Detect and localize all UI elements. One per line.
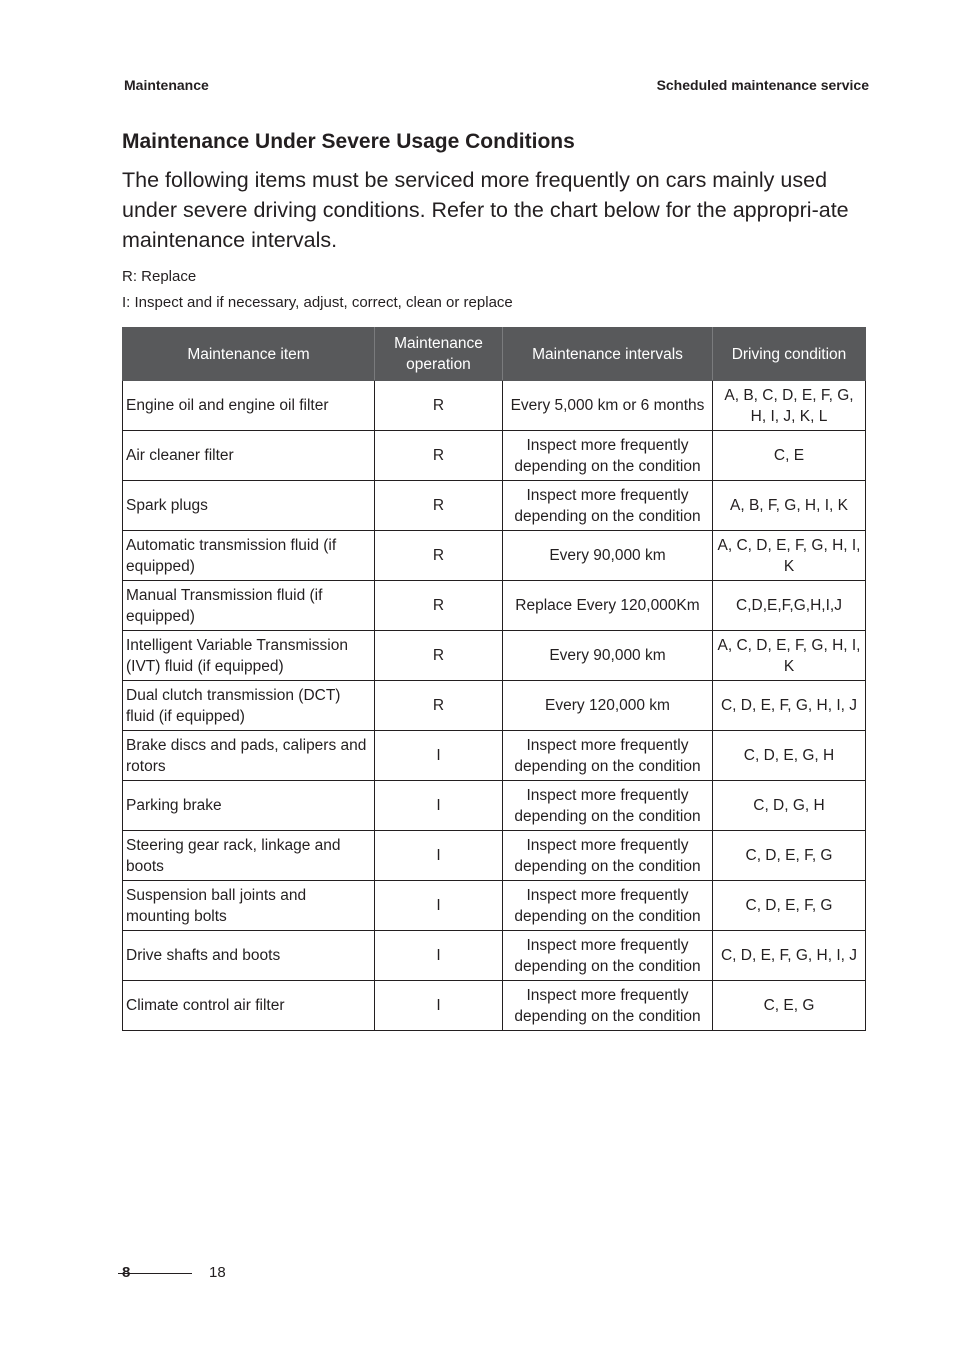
cell-interval: Inspect more frequently depending on the condition xyxy=(503,731,713,781)
table-row xyxy=(123,981,866,1031)
cell-item: Engine oil and engine oil filter xyxy=(123,381,375,431)
cell-item: Intelligent Variable Transmission (IVT) fluid (if equipped) xyxy=(123,631,375,681)
legend-replace: R: Replace xyxy=(122,268,197,285)
cell-condition: C, D, E, F, G, H, I, J xyxy=(713,931,866,981)
cell-item: Automatic transmission fluid (if equipped) xyxy=(123,531,375,581)
cell-operation: R xyxy=(375,681,503,731)
cell-item: Drive shafts and boots xyxy=(123,931,375,981)
cell-operation: I xyxy=(375,881,503,931)
cell-condition: C, D, E, F, G xyxy=(713,831,866,881)
table-header-row xyxy=(123,328,866,381)
table-row xyxy=(123,931,866,981)
table-row xyxy=(123,381,866,431)
cell-condition: A, C, D, E, F, G, H, I, K xyxy=(713,631,866,681)
cell-operation: I xyxy=(375,931,503,981)
cell-interval: Inspect more frequently depending on the condition xyxy=(503,981,713,1031)
cell-interval: Every 90,000 km xyxy=(503,631,713,681)
cell-operation: R xyxy=(375,381,503,431)
header-maintenance-item: Maintenance item xyxy=(123,328,375,381)
page-title: Maintenance Under Severe Usage Conditions xyxy=(122,130,575,153)
cell-condition: C, D, E, F, G, H, I, J xyxy=(713,681,866,731)
cell-item: Brake discs and pads, calipers and rotors xyxy=(123,731,375,781)
table-row xyxy=(123,531,866,581)
header-maintenance-intervals: Maintenance intervals xyxy=(503,328,713,381)
cell-operation: I xyxy=(375,981,503,1031)
cell-item: Steering gear rack, linkage and boots xyxy=(123,831,375,881)
table-row xyxy=(123,881,866,931)
table-row xyxy=(123,481,866,531)
cell-interval: Every 120,000 km xyxy=(503,681,713,731)
cell-item: Climate control air filter xyxy=(123,981,375,1031)
running-header-section: Maintenance xyxy=(124,77,209,93)
cell-interval: Inspect more frequently depending on the condition xyxy=(503,831,713,881)
cell-interval: Every 90,000 km xyxy=(503,531,713,581)
cell-operation: R xyxy=(375,631,503,681)
cell-item: Manual Transmission fluid (if equipped) xyxy=(123,581,375,631)
header-driving-condition: Driving condition xyxy=(713,328,866,381)
cell-condition: C, D, E, F, G xyxy=(713,881,866,931)
legend-inspect: I: Inspect and if necessary, adjust, correct, clean or replace xyxy=(122,294,513,311)
intro-paragraph: The following items must be serviced more frequently on cars mainly used under severe driving conditions. Refer to the chart below for the appropri-ate maintenance intervals. xyxy=(122,168,849,252)
chapter-number: 8 xyxy=(122,1264,131,1281)
cell-operation: I xyxy=(375,781,503,831)
table-row xyxy=(123,631,866,681)
cell-interval: Inspect more frequently depending on the condition xyxy=(503,481,713,531)
cell-condition: A, B, F, G, H, I, K xyxy=(713,481,866,531)
cell-condition: C, E xyxy=(713,431,866,481)
cell-interval: Inspect more frequently depending on the condition xyxy=(503,931,713,981)
cell-condition: C,D,E,F,G,H,I,J xyxy=(713,581,866,631)
table-row xyxy=(123,731,866,781)
cell-condition: C, E, G xyxy=(713,981,866,1031)
footer-divider xyxy=(118,1273,192,1274)
cell-interval: Every 5,000 km or 6 months xyxy=(503,381,713,431)
table-body xyxy=(123,381,866,1031)
cell-condition: A, C, D, E, F, G, H, I, K xyxy=(713,531,866,581)
table-row xyxy=(123,431,866,481)
cell-interval: Inspect more frequently depending on the condition xyxy=(503,431,713,481)
maintenance-table xyxy=(122,327,866,1031)
table-row xyxy=(123,581,866,631)
table-row xyxy=(123,831,866,881)
table-row xyxy=(123,781,866,831)
header-maintenance-operation: Maintenance operation xyxy=(375,328,503,381)
page-number: 18 xyxy=(209,1264,226,1281)
cell-interval: Replace Every 120,000Km xyxy=(503,581,713,631)
cell-operation: R xyxy=(375,581,503,631)
cell-operation: I xyxy=(375,731,503,781)
cell-item: Parking brake xyxy=(123,781,375,831)
cell-interval: Inspect more frequently depending on the condition xyxy=(503,881,713,931)
cell-operation: R xyxy=(375,531,503,581)
cell-item: Spark plugs xyxy=(123,481,375,531)
cell-operation: R xyxy=(375,481,503,531)
cell-item: Suspension ball joints and mounting bolts xyxy=(123,881,375,931)
cell-operation: I xyxy=(375,831,503,881)
cell-condition: A, B, C, D, E, F, G, H, I, J, K, L xyxy=(713,381,866,431)
running-header-subsection: Scheduled maintenance service xyxy=(656,77,869,93)
cell-interval: Inspect more frequently depending on the condition xyxy=(503,781,713,831)
cell-item: Air cleaner filter xyxy=(123,431,375,481)
cell-item: Dual clutch transmission (DCT) fluid (if equipped) xyxy=(123,681,375,731)
table-row xyxy=(123,681,866,731)
cell-operation: R xyxy=(375,431,503,481)
cell-condition: C, D, E, G, H xyxy=(713,731,866,781)
cell-condition: C, D, G, H xyxy=(713,781,866,831)
